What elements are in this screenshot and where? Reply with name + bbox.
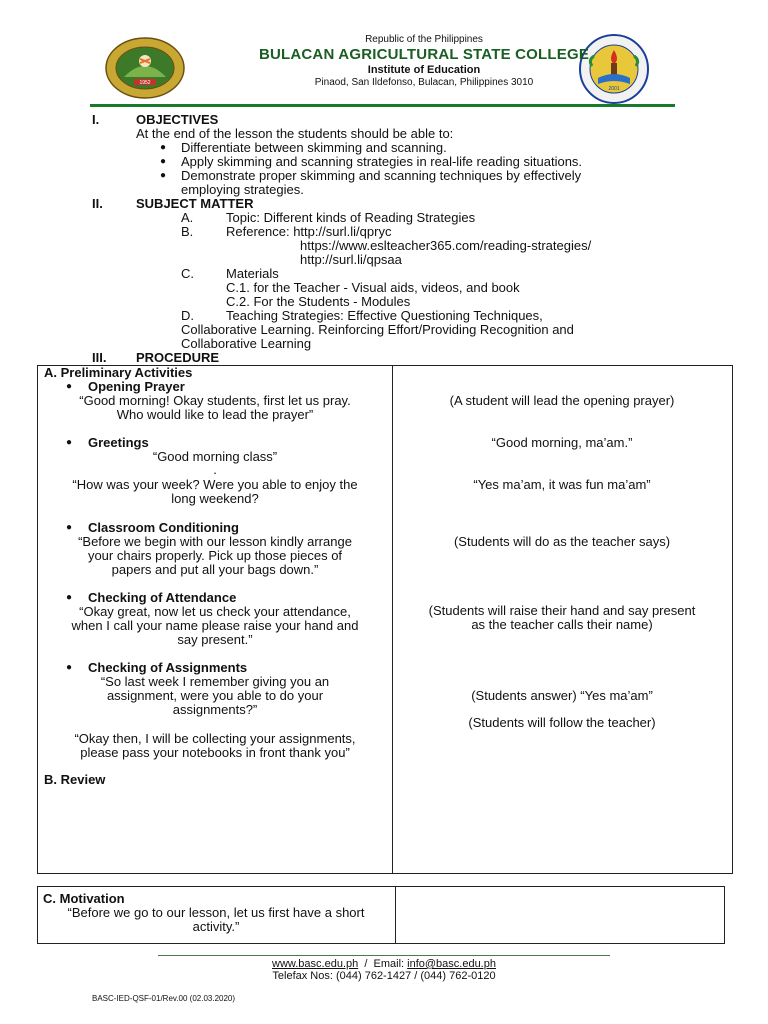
preliminary-activities-heading: A. Preliminary Activities (44, 365, 193, 380)
procedure-title: PROCEDURE (136, 350, 220, 365)
teacher-line: Who would like to lead the prayer” (116, 407, 314, 422)
institute-name: Institute of Education (367, 64, 481, 76)
teacher-line: “Good morning class” (152, 449, 278, 464)
footer-contact (0, 958, 768, 970)
teacher-line: please pass your notebooks in front thank you” (80, 745, 350, 760)
subject-d-label: D. (181, 308, 194, 323)
student-response: (A student will lead the opening prayer) (449, 393, 675, 408)
objective-item-continued: employing strategies. (181, 182, 304, 197)
subject-reference: Reference: http://surl.li/qpryc (226, 224, 392, 239)
seal-year: 2001 (608, 86, 620, 92)
bullet-icon: ● (66, 437, 73, 448)
student-response: (Students will raise their hand and say present (428, 603, 696, 618)
objectives-intro: At the end of the lesson the students should be able to: (136, 126, 454, 141)
motivation-heading: C. Motivation (43, 891, 125, 906)
checking-attendance-title: Checking of Attendance (88, 590, 237, 605)
teacher-line: “Before we go to our lesson, let us first have a short (67, 905, 365, 920)
teacher-line: “Okay great, now let us check your attendance, (79, 604, 351, 619)
teacher-line: assignments?” (172, 702, 258, 717)
bullet-icon: ● (160, 156, 167, 167)
teaching-strategies-line3: Collaborative Learning (181, 336, 312, 351)
bullet-icon: ● (66, 662, 73, 673)
materials-students: C.2. For the Students - Modules (226, 294, 411, 309)
teacher-line: “Before we begin with our lesson kindly arrange (78, 534, 352, 549)
bullet-icon: ● (66, 592, 73, 603)
greetings-title: Greetings (88, 435, 149, 450)
teaching-strategies-line1: Teaching Strategies: Effective Questioning Techniques, (226, 308, 543, 323)
subject-b-label: B. (181, 224, 194, 239)
subject-reference-3: http://surl.li/qpsaa (300, 252, 402, 267)
subject-a-label: A. (181, 210, 194, 225)
subject-number: II. (92, 196, 103, 211)
document-code: BASC-IED-QSF-01/Rev.00 (02.03.2020) (92, 994, 236, 1003)
subject-topic: Topic: Different kinds of Reading Strategies (226, 210, 476, 225)
seal-year: 1952 (139, 80, 151, 86)
bullet-icon: ● (160, 142, 167, 153)
objective-item: Demonstrate proper skimming and scanning techniques by effectively (181, 168, 582, 183)
teacher-line: say present.” (177, 632, 253, 647)
objective-item: Apply skimming and scanning strategies in real-life reading situations. (181, 154, 583, 169)
email-link[interactable]: info@basc.edu.ph (407, 958, 496, 970)
student-response: (Students answer) “Yes ma’am” (471, 688, 653, 703)
objectives-number: I. (92, 112, 100, 127)
bullet-icon: ● (66, 522, 73, 533)
bullet-icon: ● (66, 381, 73, 392)
teacher-line: your chairs properly. Pick up those pieces of (87, 548, 343, 563)
footer-telefax: Telefax Nos: (044) 762-1427 / (044) 762-0120 (272, 970, 496, 982)
teacher-line: “How was your week? Were you able to enjoy the (72, 477, 358, 492)
footer-divider (158, 955, 610, 956)
materials-teacher: C.1. for the Teacher - Visual aids, videos, and book (226, 280, 520, 295)
college-address: Pinaod, San Ildefonso, Bulacan, Philippines 3010 (314, 77, 534, 88)
student-response: (Students will follow the teacher) (468, 715, 656, 730)
procedure-number: III. (92, 350, 107, 365)
objectives-title: OBJECTIVES (136, 112, 219, 127)
bullet-icon: ● (160, 170, 167, 181)
college-name: BULACAN AGRICULTURAL STATE COLLEGE (258, 46, 590, 63)
teaching-strategies-line2: Collaborative Learning. Reinforcing Effort/Providing Recognition and (181, 322, 574, 337)
teacher-line: assignment, were you able to do your (106, 688, 324, 703)
motivation-table-right (394, 886, 725, 944)
checking-assignments-title: Checking of Assignments (88, 660, 248, 675)
teacher-line: “Okay then, I will be collecting your assignments, (74, 731, 356, 746)
objective-item: Differentiate between skimming and scanning. (181, 140, 447, 155)
opening-prayer-title: Opening Prayer (88, 379, 185, 394)
student-response: (Students will do as the teacher says) (453, 534, 671, 549)
dot-mark: . (213, 462, 217, 477)
teacher-line: “Good morning! Okay students, first let us pray. (79, 393, 351, 408)
teacher-line: activity.” (192, 919, 240, 934)
classroom-conditioning-title: Classroom Conditioning (88, 520, 239, 535)
student-response: “Good morning, ma’am.” (491, 435, 633, 450)
teacher-line: “So last week I remember giving you an (100, 674, 330, 689)
teacher-line: papers and put all your bags down.” (111, 562, 319, 577)
subject-c-label: C. (181, 266, 194, 281)
subject-title: SUBJECT MATTER (136, 196, 254, 211)
teacher-line: when I call your name please raise your hand and (71, 618, 359, 633)
student-response: as the teacher calls their name) (471, 617, 653, 632)
subject-materials: Materials (226, 266, 279, 281)
review-heading: B. Review (44, 772, 106, 787)
republic-line: Republic of the Philippines (365, 34, 483, 45)
footer-separator: / Email: (358, 958, 408, 970)
website-link[interactable]: www.basc.edu.ph (272, 958, 359, 970)
student-response: “Yes ma’am, it was fun ma’am” (473, 477, 651, 492)
header-divider (90, 104, 675, 107)
teacher-line: long weekend? (171, 491, 259, 506)
subject-reference-2: https://www.eslteacher365.com/reading-strategies/ (300, 238, 592, 253)
